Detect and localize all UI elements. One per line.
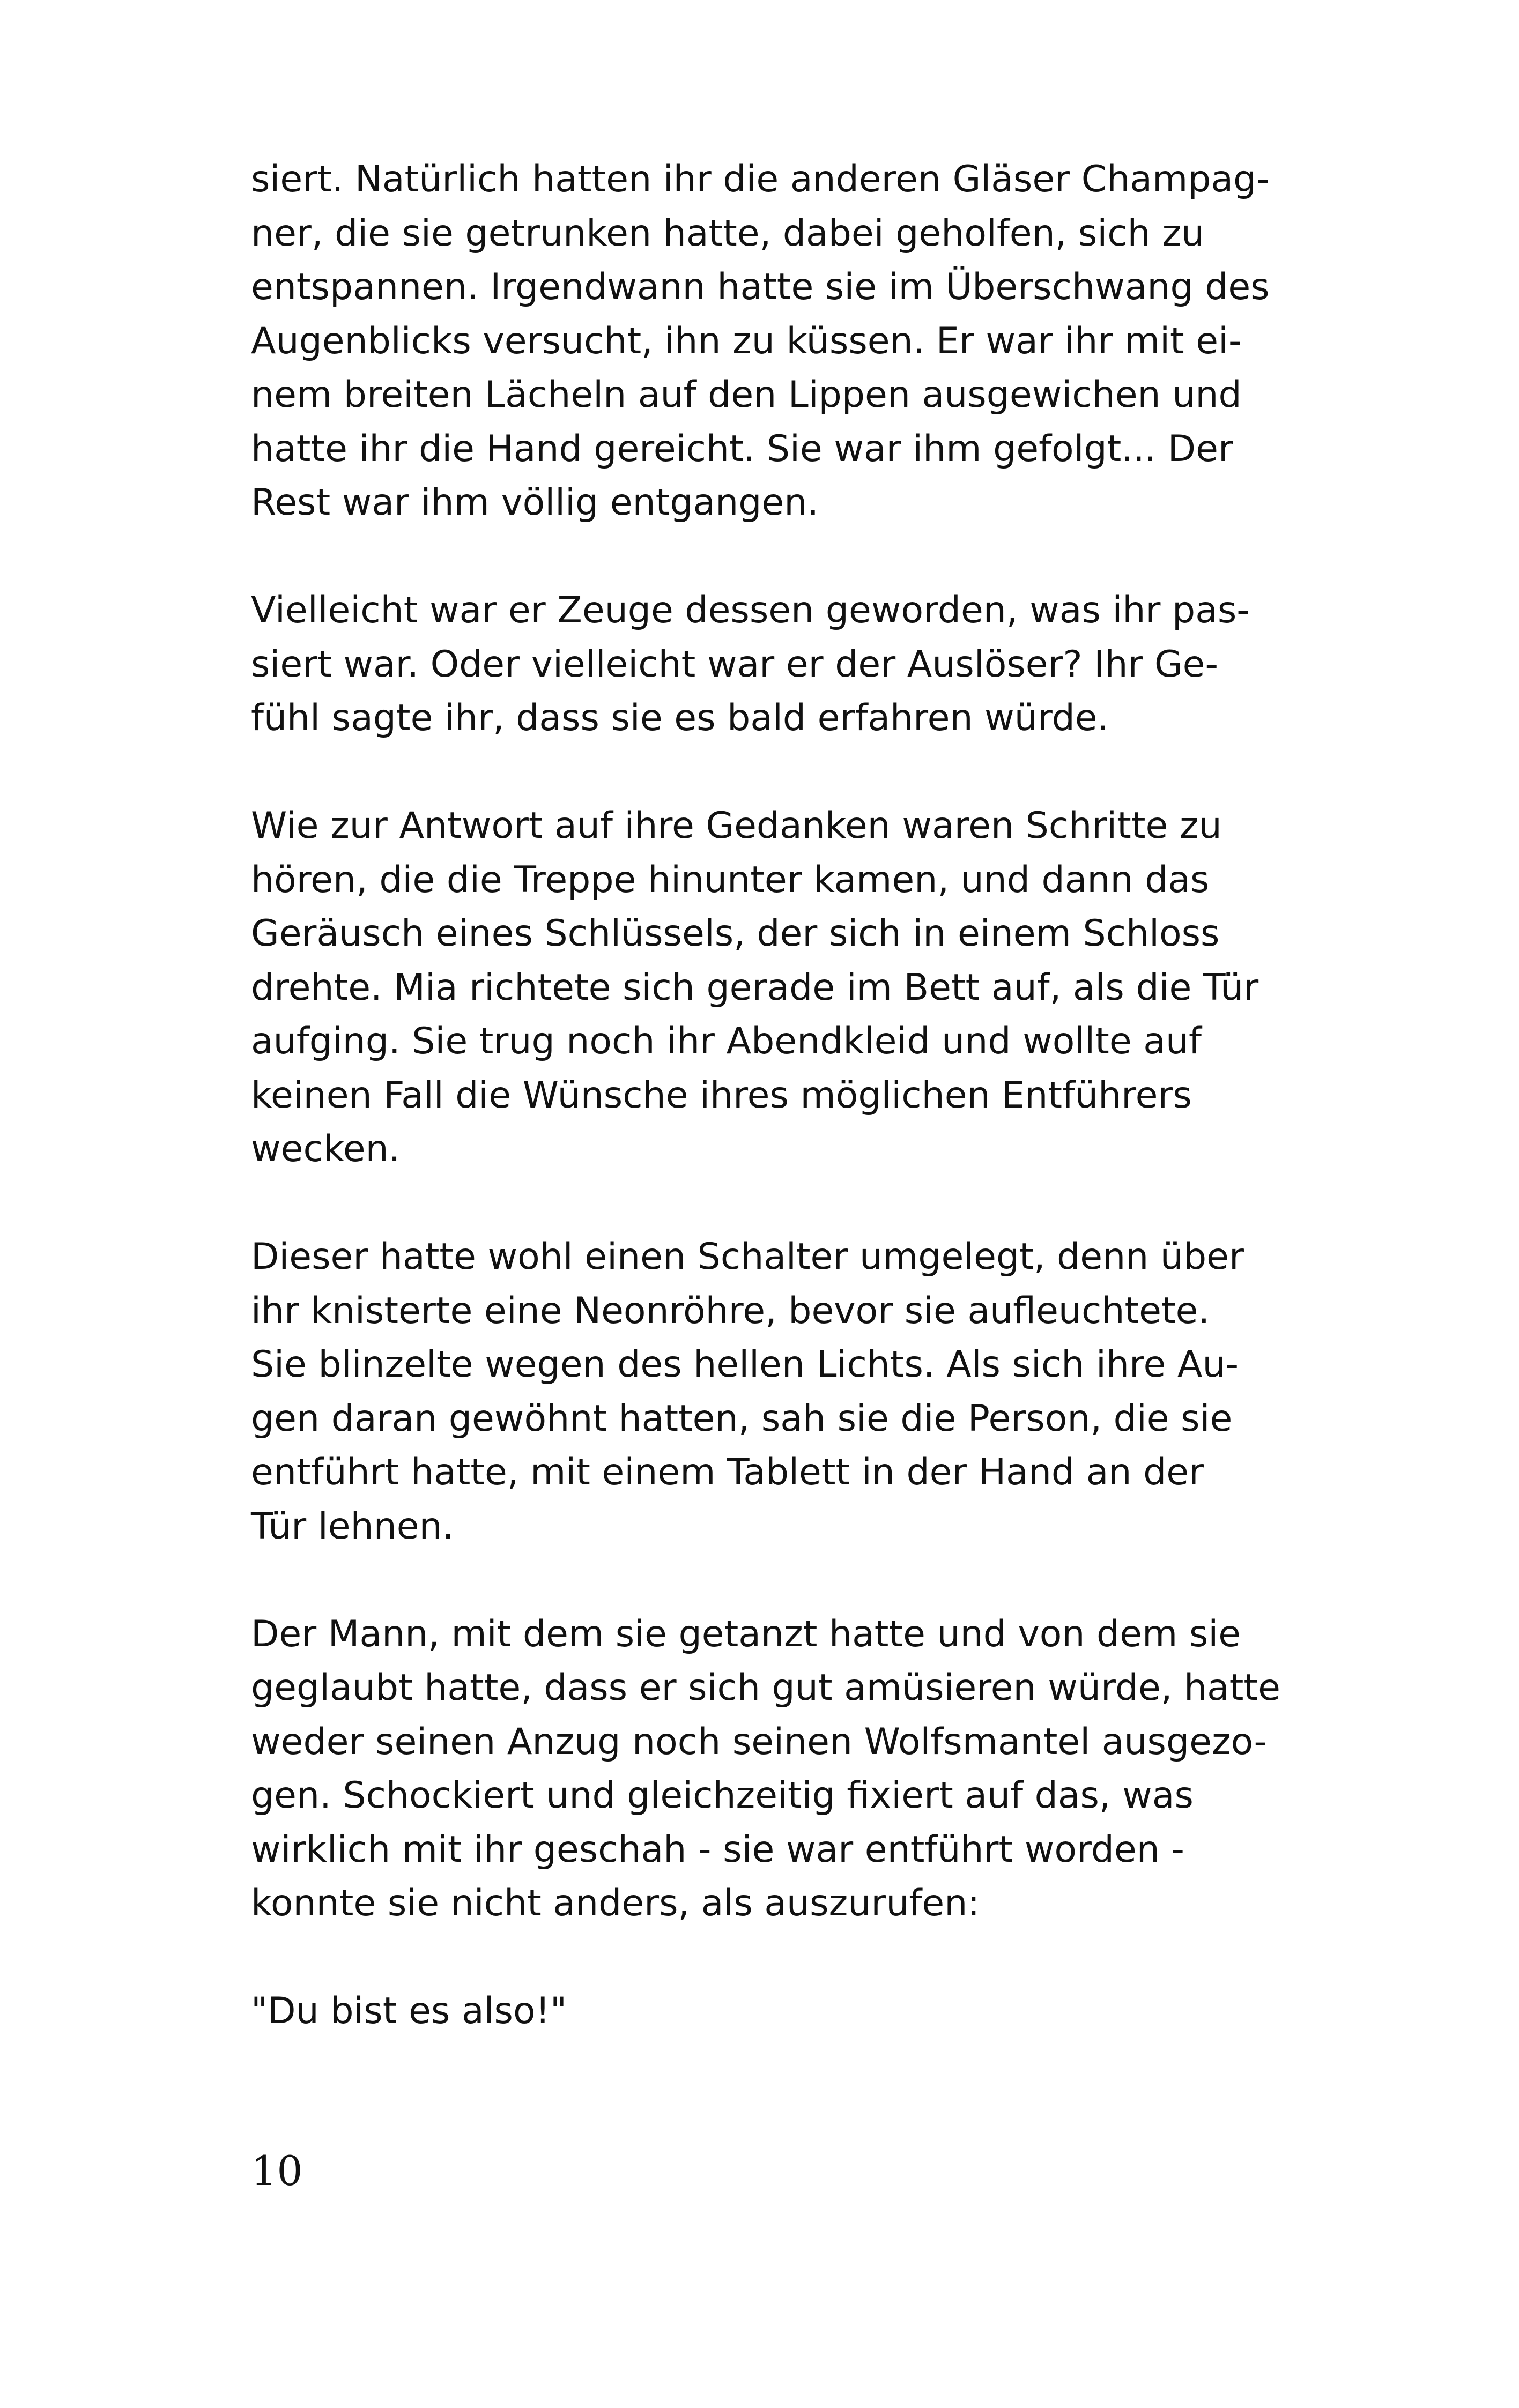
paragraph: [251, 1985, 1280, 2039]
text-line: Der Mann, mit dem sie getanzt hatte und von dem sie: [251, 1612, 1241, 1655]
paragraph: [251, 1230, 1280, 1554]
text-line: siert war. Oder vielleicht war er der Auslöser? Ihr Ge-: [251, 643, 1219, 686]
text-line: konnte sie nicht anders, als auszurufen:: [251, 1882, 980, 1924]
paragraph: [251, 799, 1280, 1177]
text-line: wirklich mit ihr geschah - sie war entführt worden -: [251, 1828, 1184, 1871]
text-line: Sie blinzelte wegen des hellen Lichts. Als sich ihre Au-: [251, 1343, 1239, 1386]
text-line: weder seinen Anzug noch seinen Wolfsmantel ausgezo-: [251, 1720, 1268, 1763]
text-line: Dieser hatte wohl einen Schalter umgelegt, denn über: [251, 1236, 1244, 1278]
paragraph: [251, 584, 1280, 746]
text-line: gen. Schockiert und gleichzeitig fixiert auf das, was: [251, 1774, 1194, 1817]
paragraph: [251, 1608, 1280, 1931]
text-line: ihr knisterte eine Neonröhre, bevor sie aufleuchtete.: [251, 1289, 1210, 1332]
text-line: Vielleicht war er Zeuge dessen geworden, was ihr pas-: [251, 589, 1250, 631]
text-line: siert. Natürlich hatten ihr die anderen Gläser Champag-: [251, 158, 1270, 200]
text-line: keinen Fall die Wünsche ihres möglichen Entführers: [251, 1074, 1192, 1117]
text-line: Augenblicks versucht, ihn zu küssen. Er war ihr mit ei-: [251, 319, 1242, 362]
text-line: gen daran gewöhnt hatten, sah sie die Person, die sie: [251, 1397, 1233, 1440]
text-line: wecken.: [251, 1128, 401, 1170]
text-line: ner, die sie getrunken hatte, dabei geholfen, sich zu: [251, 212, 1205, 255]
text-line: fühl sagte ihr, dass sie es bald erfahren würde.: [251, 697, 1109, 739]
text-line: "Du bist es also!": [251, 1990, 567, 2032]
text-line: geglaubt hatte, dass er sich gut amüsieren würde, hatte: [251, 1667, 1280, 1709]
text-line: aufging. Sie trug noch ihr Abendkleid und wollte auf: [251, 1020, 1202, 1062]
text-line: Tür lehnen.: [251, 1505, 454, 1548]
text-line: hören, die die Treppe hinunter kamen, und dann das: [251, 858, 1210, 901]
text-line: nem breiten Lächeln auf den Lippen ausgewichen und: [251, 374, 1242, 416]
text-line: drehte. Mia richtete sich gerade im Bett auf, als die Tür: [251, 966, 1259, 1009]
body-text: [251, 153, 1280, 2092]
text-line: Geräusch eines Schlüssels, der sich in einem Schloss: [251, 912, 1220, 955]
text-line: Rest war ihm völlig entgangen.: [251, 481, 819, 524]
page-number: 10: [251, 2147, 303, 2195]
text-line: hatte ihr die Hand gereicht. Sie war ihm gefolgt... Der: [251, 427, 1233, 470]
text-line: entspannen. Irgendwann hatte sie im Überschwang des: [251, 266, 1270, 308]
text-line: Wie zur Antwort auf ihre Gedanken waren Schritte zu: [251, 805, 1222, 847]
text-line: entführt hatte, mit einem Tablett in der Hand an der: [251, 1451, 1204, 1493]
paragraph: [251, 153, 1280, 530]
